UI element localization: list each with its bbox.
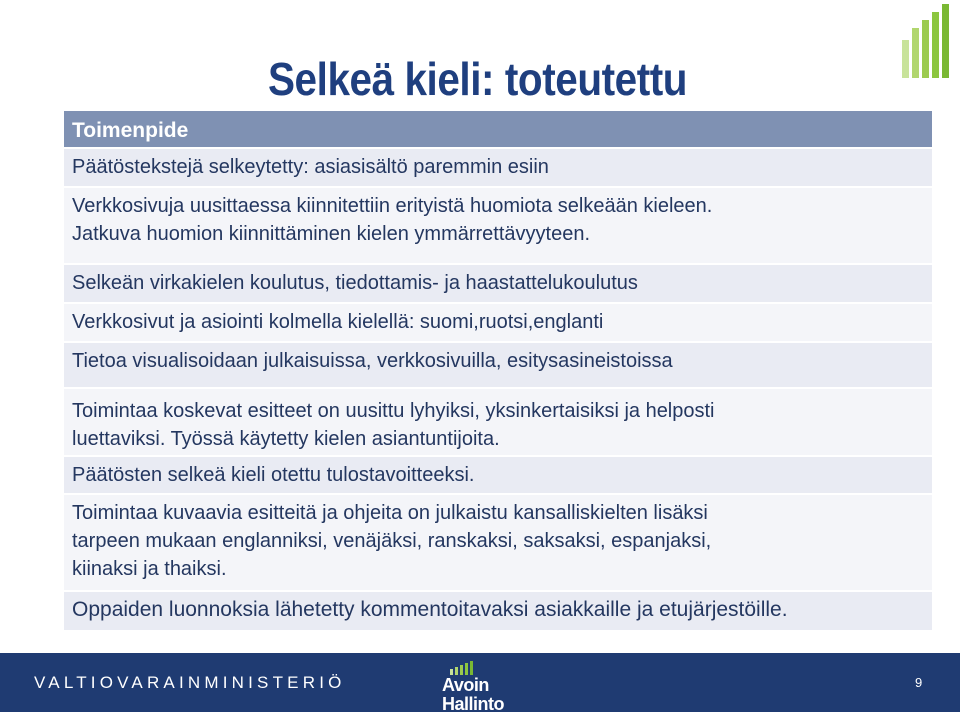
logo-line1: Avoin (442, 675, 489, 695)
logo-line2: Hallinto (442, 694, 504, 712)
ministry-name: VALTIOVARAINMINISTERIÖ (34, 673, 346, 692)
table-row (64, 149, 932, 188)
row-text: Oppaiden luonnoksia lähetetty kommentoitavaksi asiakkaille ja etujärjestöille. (72, 598, 788, 621)
table-row (64, 592, 932, 632)
row-text: Jatkuva huomion kiinnittäminen kielen ymmärrettävyyteen. (72, 223, 591, 245)
row-text: Tietoa visualisoidaan julkaisuissa, verkkosivuilla, esitysasineistoissa (72, 350, 673, 372)
row-text: luettaviksi. Työssä käytetty kielen asiantuntijoita. (72, 428, 500, 450)
logo-bars-icon (450, 661, 480, 675)
table-row (64, 457, 932, 495)
measures-table (64, 111, 932, 632)
footer-bar (0, 653, 960, 712)
row-text: Päätöstekstejä selkeytetty: asiasisältö paremmin esiin (72, 156, 549, 178)
table-row (64, 495, 932, 592)
table-row (64, 188, 932, 265)
slide-title: Selkeä kieli: toteutettu (268, 53, 688, 105)
decorative-bars-icon (902, 4, 954, 78)
row-text: tarpeen mukaan englanniksi, venäjäksi, ranskaksi, saksaksi, espanjaksi, (72, 530, 712, 552)
table-row (64, 265, 932, 304)
row-text: Toimintaa koskevat esitteet on uusittu lyhyiksi, yksinkertaisiksi ja helposti (72, 400, 715, 422)
row-text: Toimintaa kuvaavia esitteitä ja ohjeita on julkaistu kansalliskielten lisäksi (72, 502, 708, 524)
avoin-hallinto-logo (442, 667, 504, 712)
row-text: Verkkosivut ja asiointi kolmella kielellä: suomi,ruotsi,englanti (72, 311, 604, 333)
row-text: kiinaksi ja thaiksi. (72, 558, 227, 580)
table-header: Toimenpide (64, 111, 932, 149)
table-row (64, 304, 932, 343)
table-row (64, 389, 932, 457)
row-text: Päätösten selkeä kieli otettu tulostavoitteeksi. (72, 464, 475, 486)
table-row (64, 343, 932, 389)
row-text: Verkkosivuja uusittaessa kiinnitettiin erityistä huomiota selkeään kieleen. (72, 195, 713, 217)
row-text: Selkeän virkakielen koulutus, tiedottamis- ja haastattelukoulutus (72, 272, 638, 294)
page-number: 9 (915, 675, 923, 690)
